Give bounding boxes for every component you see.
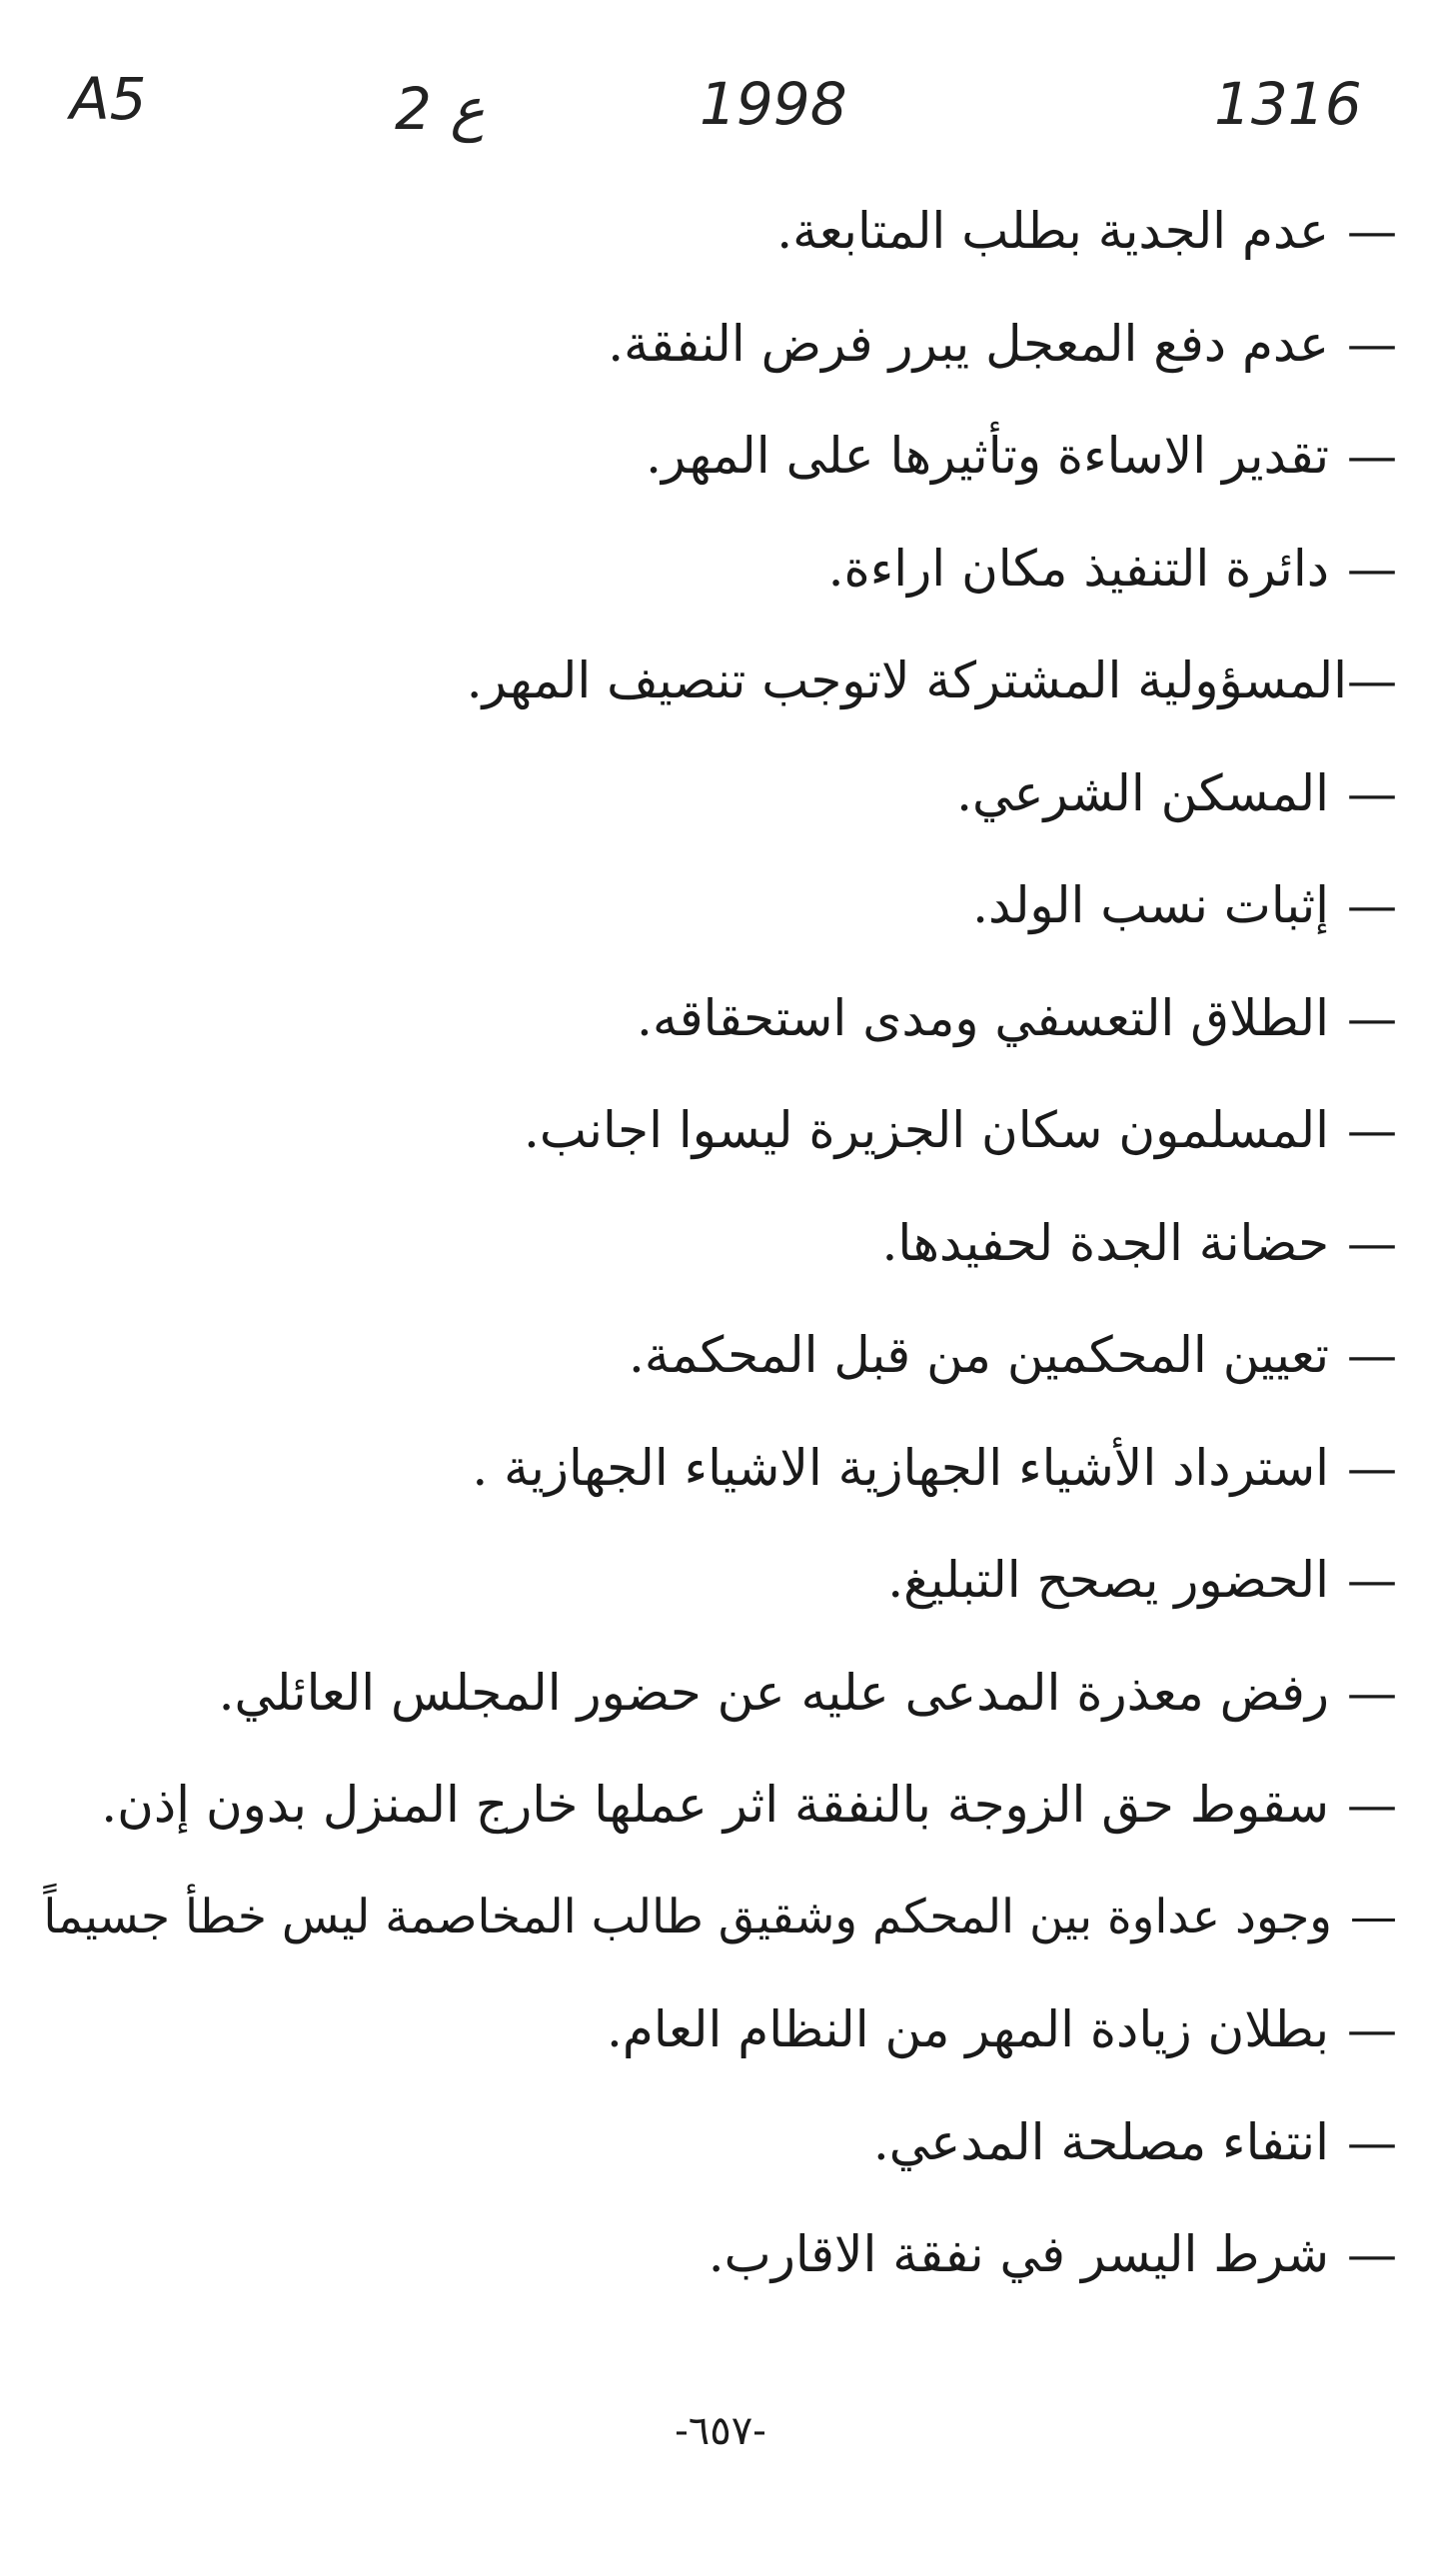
list-item-text: عدم الجدية بطلب المتابعة. [776, 202, 1329, 261]
list-item [28, 175, 1397, 288]
dash-bullet: — [1347, 1776, 1397, 1835]
list-item-text: حضانة الجدة لحفيدها. [881, 1213, 1329, 1272]
dash-bullet: — [1347, 1663, 1397, 1722]
dash-bullet: — [1347, 876, 1397, 935]
list-item [28, 400, 1397, 513]
list-item [28, 1412, 1397, 1525]
handwritten-note-year: 1998 [700, 70, 847, 138]
dash-bullet: — [1347, 314, 1397, 373]
list-item-text: استرداد الأشياء الجهازية الاشياء الجهازية . [472, 1438, 1329, 1497]
list-item [28, 2086, 1397, 2199]
dash-bullet: — [1347, 763, 1397, 822]
list-item [28, 1862, 1397, 1974]
list-item-text: سقوط حق الزوجة بالنفقة اثر عملها خارج المنزل بدون إذن. [101, 1776, 1329, 1835]
list-item [28, 1524, 1397, 1637]
handwritten-note-volume: ع 2 [395, 75, 485, 143]
list-item [28, 962, 1397, 1075]
dash-bullet: — [1347, 1551, 1397, 1610]
list-item-text: رفض معذرة المدعى عليه عن حضور المجلس العائلي. [218, 1663, 1329, 1722]
handwritten-note-left: A5 [70, 65, 147, 133]
dash-bullet: — [1347, 2000, 1397, 2059]
list-item [28, 849, 1397, 962]
list-item [28, 1973, 1397, 2086]
list-item-text: تقدير الاساءة وتأثيرها على المهر. [646, 427, 1329, 486]
list-item-text: إثبات نسب الولد. [972, 876, 1329, 935]
list-item [28, 625, 1397, 737]
list-item [28, 1074, 1397, 1187]
handwritten-note-number: 1316 [1214, 70, 1362, 138]
list-item-text: تعيين المحكمين من قبل المحكمة. [628, 1326, 1329, 1385]
list-item-text: المسكن الشرعي. [956, 763, 1329, 822]
list-item [28, 288, 1397, 401]
dash-bullet: — [1347, 1213, 1397, 1272]
dash-bullet: — [1347, 427, 1397, 486]
list-item-text: المسلمون سكان الجزيرة ليسوا اجانب. [524, 1101, 1329, 1160]
list-item-text: وجود عداوة بين المحكم وشقيق طالب المخاصمة ليس خطأ جسيماً [43, 1890, 1332, 1945]
dash-bullet: — [1347, 1438, 1397, 1497]
dash-bullet: — [1347, 2112, 1397, 2171]
list-item-text: انتفاء مصلحة المدعي. [872, 2112, 1329, 2171]
list-item [28, 737, 1397, 850]
list-item [28, 1187, 1397, 1300]
list-item [28, 1637, 1397, 1750]
page-number: -٦٥٧- [675, 2408, 766, 2454]
list-item [28, 1749, 1397, 1862]
dash-bullet: — [1347, 1101, 1397, 1160]
topic-list [28, 175, 1397, 2311]
list-item-text: الحضور يصحح التبليغ. [887, 1551, 1329, 1610]
dash-bullet: — [1347, 988, 1397, 1047]
list-item-text: شرط اليسر في نفقة الاقارب. [708, 2225, 1329, 2284]
dash-bullet: — [1347, 202, 1397, 261]
dash-bullet: — [1347, 2225, 1397, 2284]
dash-bullet: — [1350, 1890, 1397, 1945]
dash-bullet: — [1347, 651, 1397, 710]
list-item [28, 1299, 1397, 1412]
list-item-text: بطلان زيادة المهر من النظام العام. [607, 2000, 1329, 2059]
list-item-text: المسؤولية المشتركة لاتوجب تنصيف المهر. [466, 651, 1347, 710]
list-item-text: عدم دفع المعجل يبرر فرض النفقة. [608, 314, 1329, 373]
list-item-text: دائرة التنفيذ مكان اراءة. [827, 539, 1329, 598]
dash-bullet: — [1347, 1326, 1397, 1385]
list-item [28, 513, 1397, 626]
dash-bullet: — [1347, 539, 1397, 598]
list-item [28, 2198, 1397, 2311]
list-item-text: الطلاق التعسفي ومدى استحقاقه. [637, 988, 1329, 1047]
